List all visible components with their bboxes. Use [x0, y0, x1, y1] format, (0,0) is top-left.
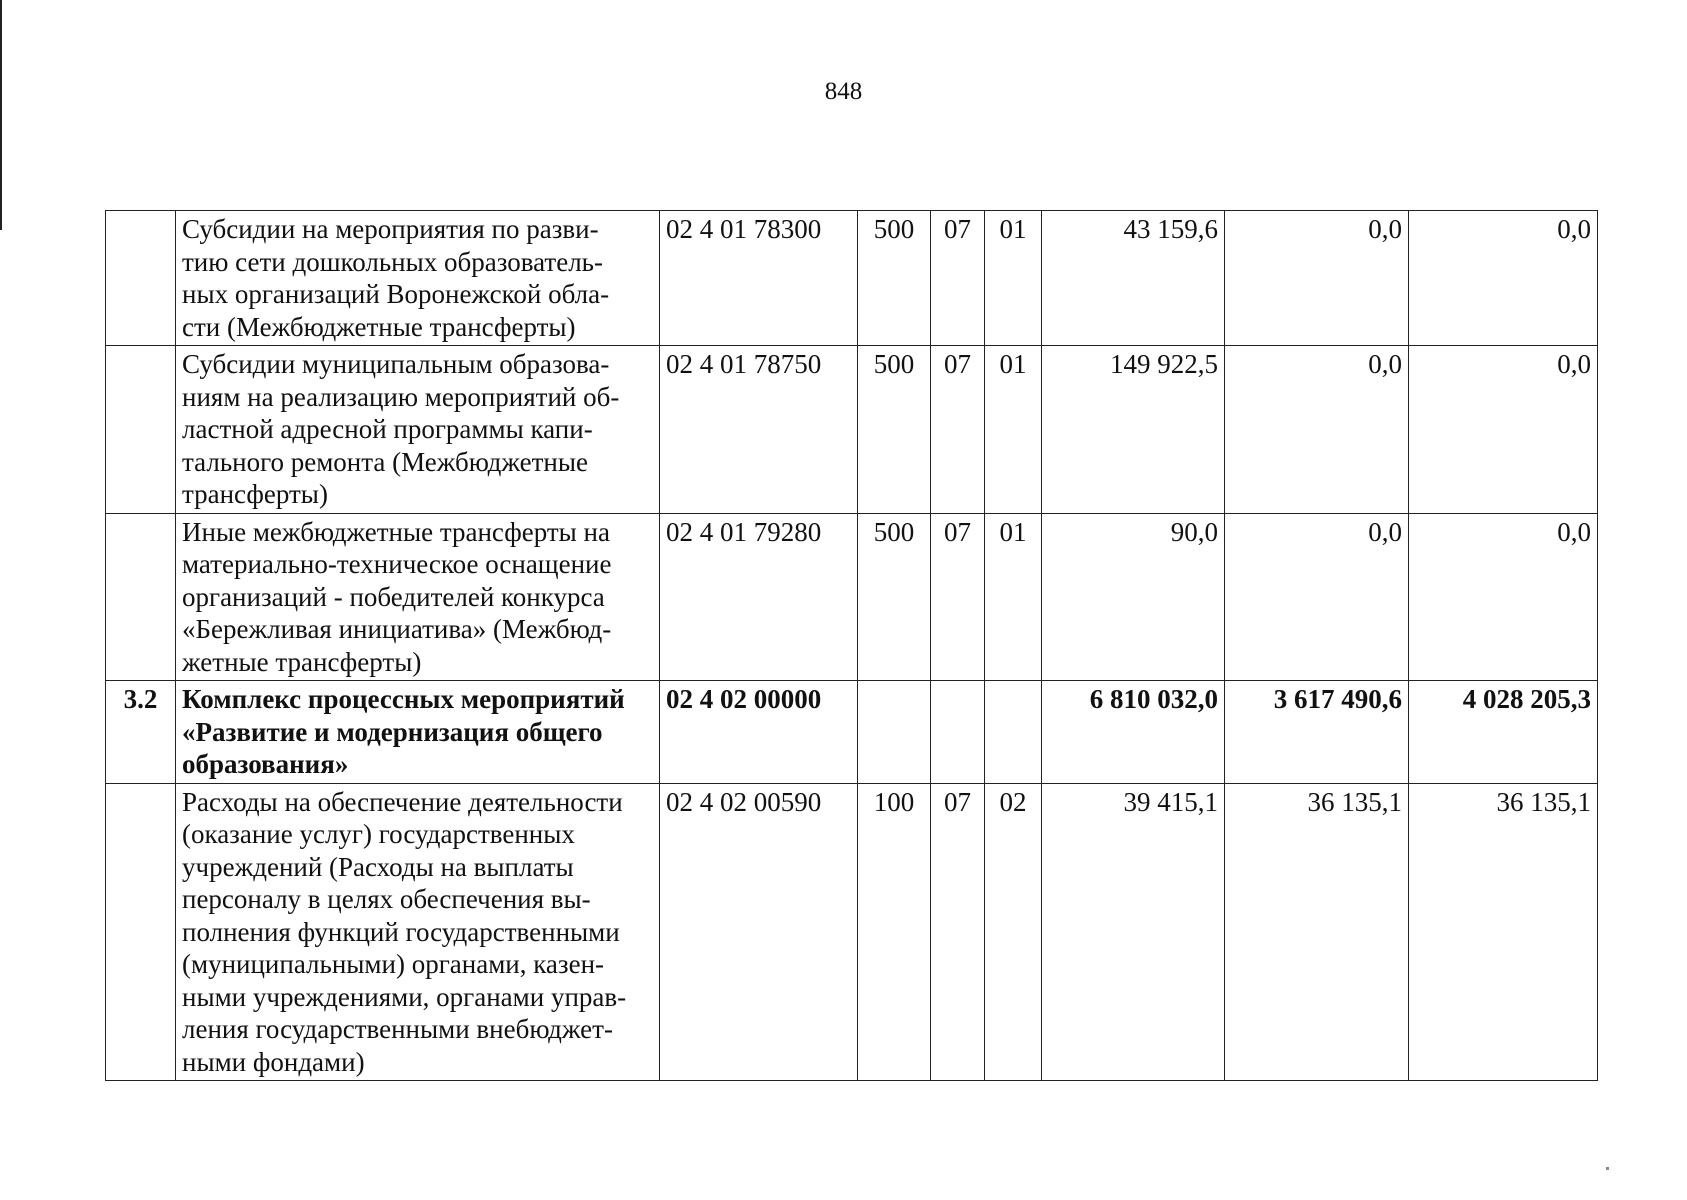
row-amount-year2: 0,0 [1225, 346, 1409, 514]
scan-left-edge [0, 0, 2, 230]
row-expense-type: 100 [858, 783, 931, 1081]
row-amount-year2: 0,0 [1225, 513, 1409, 681]
row-number [106, 346, 176, 514]
row-amount-year2: 3 617 490,6 [1225, 681, 1409, 784]
row-name: Субсидии на мероприятия по разви- тию сети дошкольных образователь- ных организаций Воронежской обла- сти (Межбюджетные трансферты) [176, 211, 660, 346]
row-target-code: 02 4 01 79280 [660, 513, 858, 681]
row-amount-year3: 36 135,1 [1409, 783, 1598, 1081]
row-expense-type: 500 [858, 211, 931, 346]
row-subsection [985, 681, 1042, 784]
row-target-code: 02 4 02 00590 [660, 783, 858, 1081]
row-amount-year1: 39 415,1 [1042, 783, 1225, 1081]
row-name: Расходы на обеспечение деятельности (оказание услуг) государственных учреждений (Расходы на выплаты персоналу в целях обеспечения вы- полнения функций государственными (муниципальными) органами, казен- ными учреждениями, органами управ- ления государственными внебюджет- ными фондами) [176, 783, 660, 1081]
row-amount-year1: 90,0 [1042, 513, 1225, 681]
row-amount-year1: 6 810 032,0 [1042, 681, 1225, 784]
row-number [106, 513, 176, 681]
row-target-code: 02 4 02 00000 [660, 681, 858, 784]
table-row [106, 346, 1598, 514]
row-subsection: 02 [985, 783, 1042, 1081]
row-amount-year1: 149 922,5 [1042, 346, 1225, 514]
table-row [106, 513, 1598, 681]
row-subsection: 01 [985, 513, 1042, 681]
table-row [106, 211, 1598, 346]
row-amount-year2: 36 135,1 [1225, 783, 1409, 1081]
row-target-code: 02 4 01 78300 [660, 211, 858, 346]
row-expense-type [858, 681, 931, 784]
row-name: Иные межбюджетные трансферты на материально-техническое оснащение организаций - победителей конкурса «Бережливая инициатива» (Межбюд- жетные трансферты) [176, 513, 660, 681]
row-amount-year3: 0,0 [1409, 211, 1598, 346]
row-section: 07 [931, 783, 985, 1081]
row-amount-year3: 4 028 205,3 [1409, 681, 1598, 784]
scan-speck [1606, 1167, 1609, 1170]
row-subsection: 01 [985, 211, 1042, 346]
row-number [106, 783, 176, 1081]
table-row-section-total [106, 681, 1598, 784]
row-name: Субсидии муниципальным образова- ниям на реализацию мероприятий об- ластной адресной программы капи- тального ремонта (Межбюджетные трансферты) [176, 346, 660, 514]
row-amount-year3: 0,0 [1409, 346, 1598, 514]
table-row [106, 783, 1598, 1081]
row-expense-type: 500 [858, 346, 931, 514]
page-number: 848 [824, 78, 863, 105]
row-number [106, 211, 176, 346]
row-expense-type: 500 [858, 513, 931, 681]
row-section: 07 [931, 513, 985, 681]
row-amount-year2: 0,0 [1225, 211, 1409, 346]
row-number: 3.2 [106, 681, 176, 784]
row-subsection: 01 [985, 346, 1042, 514]
budget-table [105, 210, 1598, 1081]
row-amount-year3: 0,0 [1409, 513, 1598, 681]
row-section: 07 [931, 211, 985, 346]
row-name: Комплекс процессных мероприятий «Развитие и модернизация общего образования» [176, 681, 660, 784]
row-target-code: 02 4 01 78750 [660, 346, 858, 514]
row-section: 07 [931, 346, 985, 514]
row-amount-year1: 43 159,6 [1042, 211, 1225, 346]
row-section [931, 681, 985, 784]
